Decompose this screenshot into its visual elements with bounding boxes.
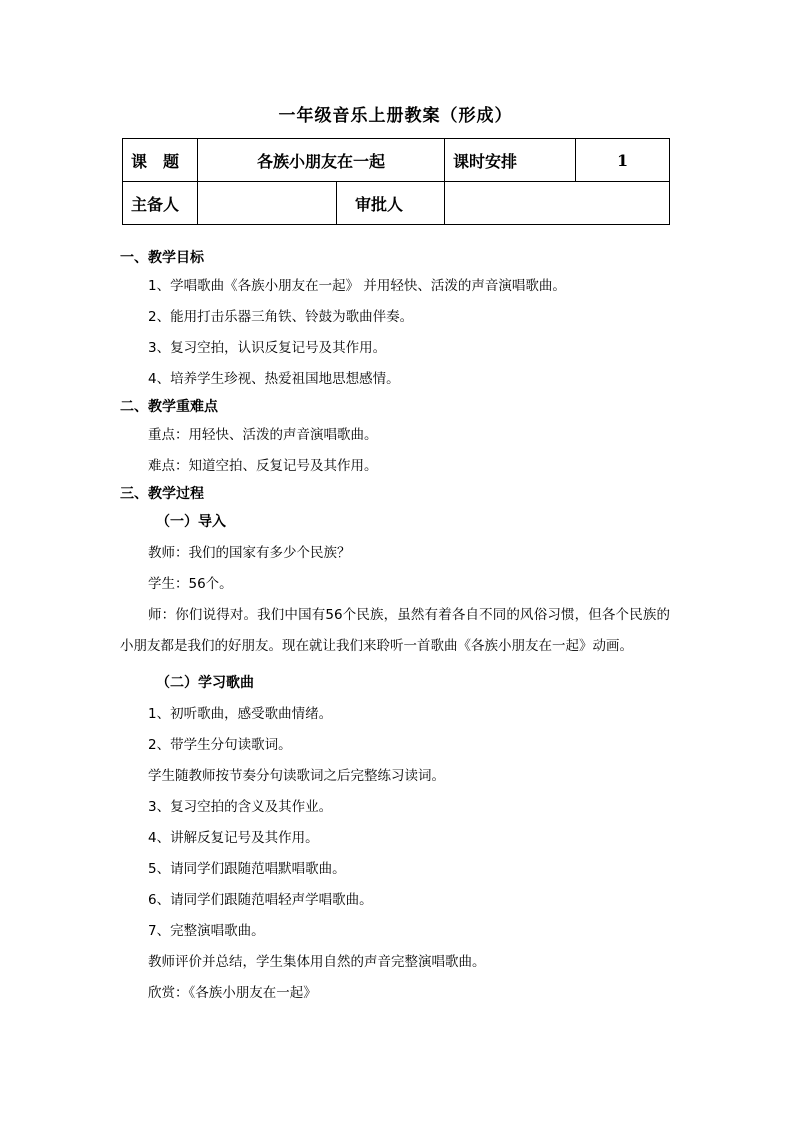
schedule-label: 课时安排 [445,139,576,182]
lesson-content [120,246,680,1009]
list-item: 1、学唱歌曲《各族小朋友在一起》 并用轻快、活泼的声音演唱歌曲。 [148,278,566,294]
list-item: 难点：知道空拍、反复记号及其作用。 [148,458,378,474]
list-item: 5、请同学们跟随范唱默唱歌曲。 [148,861,346,877]
list-item: 教师评价并总结，学生集体用自然的声音完整演唱歌曲。 [148,954,486,970]
list-item: 重点：用轻快、活泼的声音演唱歌曲。 [148,427,378,443]
list-item: 学生随教师按节奏分句读歌词之后完整练习读词。 [148,768,445,784]
approver-label: 审批人 [337,182,445,225]
course-name: 各族小朋友在一起 [198,139,445,182]
table-row [123,182,670,225]
intro-paragraph: 师：你们说得对。我们中国有56个民族，虽然有着各自不同的风俗习惯，但各个民族的小朋友都是我们的好朋友。现在就让我们来聆听一首歌曲《各族小朋友在一起》动画。 [120,607,670,654]
list-item: 2、能用打击乐器三角铁、铃鼓为歌曲伴奏。 [148,309,414,325]
list-item: 欣赏：《各族小朋友在一起》 [148,985,317,1001]
schedule-value: 1 [576,139,670,182]
list-item: 4、培养学生珍视、热爱祖国地思想感情。 [148,371,400,387]
preparer-value [198,182,337,225]
list-item: 3、复习空拍，认识反复记号及其作用。 [148,340,387,356]
list-item: 3、复习空拍的含义及其作业。 [148,799,333,815]
section-heading-objectives: 一、教学目标 [120,250,204,266]
list-item: 学生：56个。 [148,576,233,592]
list-item: 1、初听歌曲，感受歌曲情绪。 [148,706,333,722]
lesson-info-table [122,138,670,225]
section-heading-key-points: 二、教学重难点 [120,399,218,415]
list-item: 6、请同学们跟随范唱轻声学唱歌曲。 [148,892,373,908]
list-item: 教师：我们的国家有多少个民族？ [148,545,351,561]
subsection-heading-intro: （一）导入 [156,514,226,530]
section-heading-process: 三、教学过程 [120,486,204,502]
preparer-label: 主备人 [123,182,198,225]
list-item: 2、带学生分句读歌词。 [148,737,292,753]
subsection-heading-learn-song: （二）学习歌曲 [156,675,254,691]
approver-value [445,182,670,225]
document-title: 一年级音乐上册教案（形成） [278,106,513,126]
course-label: 课 题 [123,139,198,182]
table-row [123,139,670,182]
list-item: 4、讲解反复记号及其作用。 [148,830,319,846]
list-item: 7、完整演唱歌曲。 [148,923,265,939]
